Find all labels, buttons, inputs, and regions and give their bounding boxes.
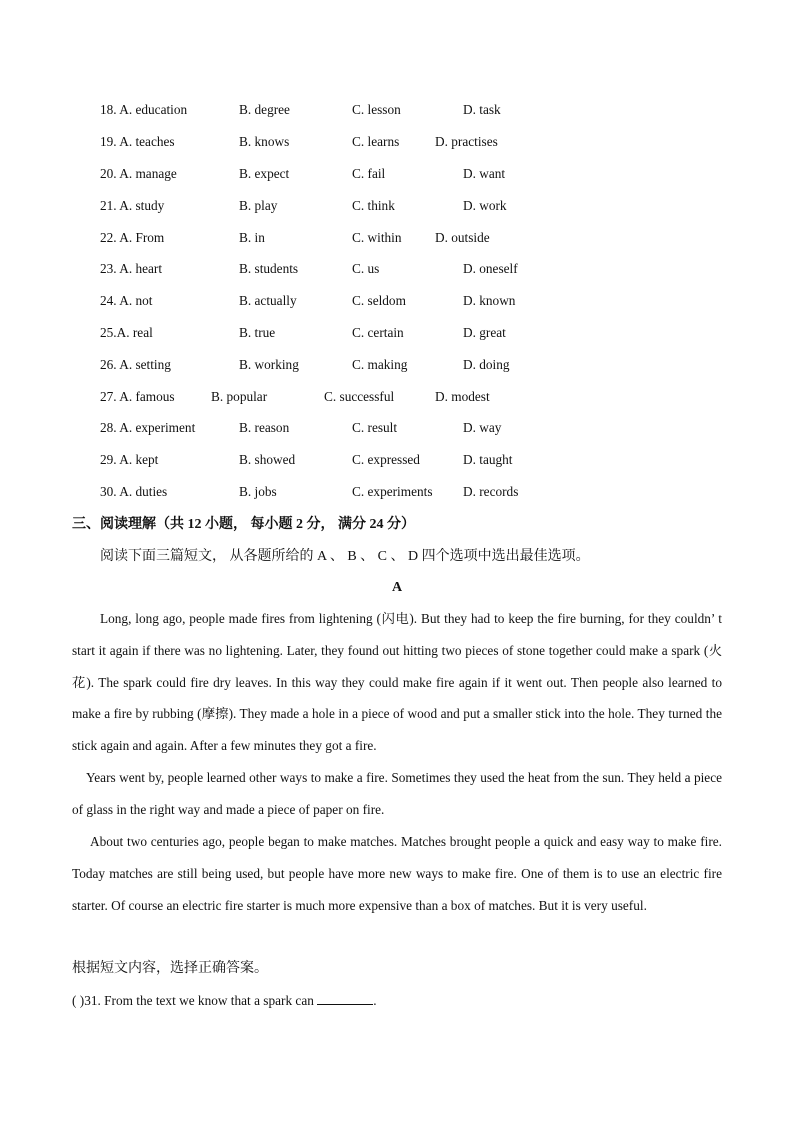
section-heading: 三、阅读理解（共 12 小题， 每小题 2 分， 满分 24 分） — [72, 517, 415, 532]
question-number-option-a: 21. A. study — [100, 198, 165, 213]
question-number-option-a: 26. A. setting — [100, 357, 171, 372]
answer-prompt: 根据短文内容，选择正确答案。 — [72, 961, 268, 976]
option-c: C. seldom — [352, 293, 406, 308]
question-number-option-a: 25.A. real — [100, 325, 153, 340]
option-d: D. way — [463, 420, 502, 435]
option-d: D. records — [463, 484, 519, 499]
option-c: C. experiments — [352, 484, 433, 499]
question-number-option-a: 29. A. kept — [100, 452, 159, 467]
option-c: C. certain — [352, 325, 404, 340]
reading-instruction: 阅读下面三篇短文， 从各题所给的 A 、 B 、 C 、 D 四个选项中选出最佳选项。 — [100, 549, 590, 564]
option-c: C. within — [352, 230, 402, 245]
option-c: C. successful — [324, 389, 395, 404]
passage-title: A — [391, 580, 403, 595]
option-c: C. learns — [352, 134, 400, 149]
option-b: B. knows — [239, 134, 290, 149]
option-d: D. outside — [435, 230, 490, 245]
passage-paragraph-1: Long, long ago, people made fires from lightening (闪电). But they had to keep the fire burning, for they couldn’ t start it again if there was no lightening. Later, they found out hitting two pieces of stone together could make a spark (火花). The spark could fire dry leaves. In this way they could make fire again if it went out. Then people also learned to make a fire by rubbing (摩擦). They made a hole in a piece of wood and put a smaller stick into the hole. They turned the stick again and again. After a few minutes they got a fire. — [72, 611, 722, 754]
option-d: D. oneself — [463, 261, 518, 276]
question-number-option-a: 24. A. not — [100, 293, 153, 308]
option-b: B. true — [239, 325, 276, 340]
option-b: B. popular — [211, 389, 268, 404]
option-b: B. actually — [239, 293, 297, 308]
option-d: D. doing — [463, 357, 510, 372]
option-d: D. known — [463, 293, 516, 308]
passage-paragraph-2: Years went by, people learned other ways to make a fire. Sometimes they used the heat from the sun. They held a piece of glass in the right way and made a piece of paper on fire. — [72, 770, 722, 817]
answer-blank[interactable] — [317, 992, 373, 1005]
option-c: C. fail — [352, 166, 386, 181]
question-number-option-a: 18. A. education — [100, 102, 188, 117]
option-c: C. result — [352, 420, 398, 435]
option-d: D. practises — [435, 134, 498, 149]
option-b: B. degree — [239, 102, 290, 117]
passage-paragraph-3: About two centuries ago, people began to make matches. Matches brought people a quick and easy way to make fire. Today matches are still being used, but people have more new ways to make fire. One of them is to use an electric fire starter. Of course an electric fire starter is much more expensive than a box of matches. But it is very useful. — [72, 834, 722, 913]
option-c: C. think — [352, 198, 395, 213]
option-b: B. reason — [239, 420, 290, 435]
option-d: D. modest — [435, 389, 490, 404]
question-31-text: 31. From the text we know that a spark can — [84, 993, 314, 1008]
option-d: D. great — [463, 325, 506, 340]
option-b: B. expect — [239, 166, 290, 181]
option-d: D. taught — [463, 452, 513, 467]
question-number-option-a: 28. A. experiment — [100, 420, 196, 435]
option-c: C. lesson — [352, 102, 401, 117]
option-b: B. play — [239, 198, 278, 213]
option-c: C. making — [352, 357, 408, 372]
option-b: B. jobs — [239, 484, 277, 499]
question-number-option-a: 22. A. From — [100, 230, 165, 245]
option-b: B. showed — [239, 452, 296, 467]
option-b: B. in — [239, 230, 265, 245]
answer-paren: ( ) — [72, 993, 85, 1008]
question-number-option-a: 19. A. teaches — [100, 134, 175, 149]
option-d: D. task — [463, 102, 501, 117]
question-number-option-a: 27. A. famous — [100, 389, 175, 404]
question-number-option-a: 23. A. heart — [100, 261, 163, 276]
option-b: B. students — [239, 261, 299, 276]
option-c: C. expressed — [352, 452, 420, 467]
option-c: C. us — [352, 261, 380, 276]
option-d: D. want — [463, 166, 506, 181]
question-number-option-a: 30. A. duties — [100, 484, 168, 499]
option-d: D. work — [463, 198, 507, 213]
question-31: ( )31. From the text we know that a spark can . — [72, 993, 377, 1008]
option-b: B. working — [239, 357, 299, 372]
question-number-option-a: 20. A. manage — [100, 166, 177, 181]
